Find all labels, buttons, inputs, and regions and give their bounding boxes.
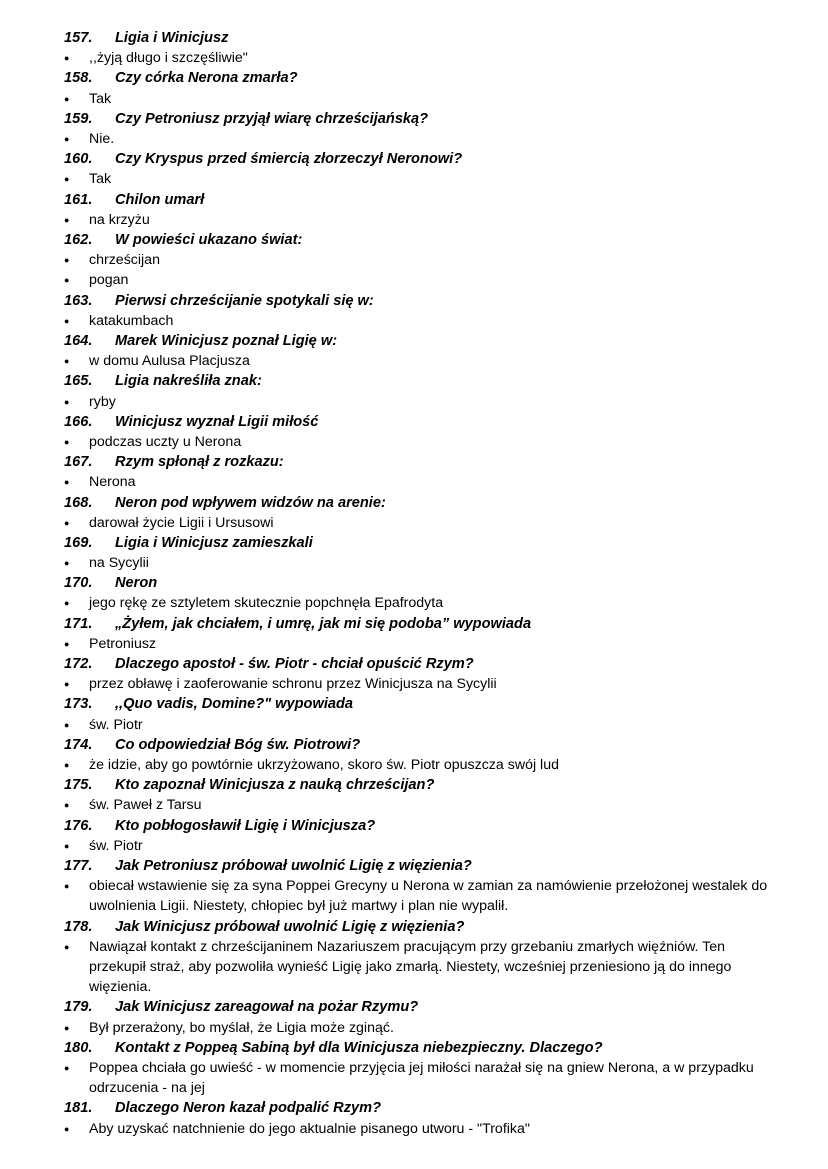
qa-item [64,28,784,68]
qa-item [64,614,784,654]
answer-bullet: ● Poppea chciała go uwieść - w momencie przyjęcia jej miłości narażał się na gniew Nerona, a w przypadku odrzucenia - na jej [64,1058,784,1098]
question-number: 166. [64,413,93,430]
question-text: Dlaczego apostoł - św. Piotr - chciał opuścić Rzym? [115,656,474,673]
qa-item [64,1098,784,1138]
question-line [64,917,784,937]
question-number: 181. [64,1100,93,1117]
answer-bullet: ● chrześcijan [64,250,784,270]
question-number: 159. [64,110,93,127]
answer-bullet: ● jego rękę ze sztyletem skutecznie popchnęła Epafrodyta [64,593,784,613]
answer-bullet: ● że idzie, aby go powtórnie ukrzyżowano, skoro św. Piotr opuszcza swój lud [64,755,784,775]
question-number: 174. [64,736,93,753]
question-line [64,775,784,795]
answer-bullet: ● Nie. [64,129,784,149]
question-number: 168. [64,494,93,511]
answer-bullet: ● ryby [64,392,784,412]
answer-bullet: ● obiecał wstawienie się za syna Poppei Grecyny u Nerona w zamian za namówienie przełożonej westalek do uwolnienia Ligii. Niestety, chłopiec był już martwy i plan nie wypalił. [64,876,784,916]
qa-item [64,331,784,371]
question-line [64,533,784,553]
question-line [64,190,784,210]
answer-bullet: ● w domu Aulusa Placjusza [64,351,784,371]
qa-item [64,997,784,1037]
qa-item [64,917,784,998]
question-number: 172. [64,656,93,673]
question-number: 170. [64,575,93,592]
qa-item [64,775,784,815]
question-number: 169. [64,534,93,551]
answer-bullet: ● darował życie Ligii i Ursusowi [64,513,784,533]
question-line [64,694,784,714]
question-text: Czy Kryspus przed śmiercią złorzeczył Neronowi? [115,151,463,168]
answer-bullet: ● przez obławę i zaoferowanie schronu przez Winicjusza na Sycylii [64,674,784,694]
question-number: 177. [64,858,93,875]
question-line [64,452,784,472]
answer-bullet: ● Aby uzyskać natchnienie do jego aktualnie pisanego utworu - "Trofika" [64,1119,784,1139]
question-number: 160. [64,151,93,168]
question-number: 171. [64,615,93,632]
qa-item [64,856,784,917]
qa-item [64,149,784,189]
qa-item [64,816,784,856]
answer-bullet: ● Nerona [64,472,784,492]
question-line [64,573,784,593]
question-line [64,1038,784,1058]
question-text: Jak Petroniusz próbował uwolnić Ligię z więzienia? [115,858,472,875]
question-text: Rzym spłonął z rozkazu: [115,454,284,471]
question-text: Dlaczego Neron kazał podpalić Rzym? [115,1100,381,1117]
question-text: Czy córka Nerona zmarła? [115,70,298,87]
question-number: 175. [64,777,93,794]
qa-item [64,694,784,734]
question-text: „Żyłem, jak chciałem, i umrę, jak mi się podoba” wypowiada [115,615,532,632]
question-number: 157. [64,30,93,46]
question-line [64,149,784,169]
answer-bullet: ● ,,żyją długo i szczęśliwie" [64,48,784,68]
answer-bullet: ● Był przerażony, bo myślał, że Ligia może zginąć. [64,1018,784,1038]
answer-bullet: ● pogan [64,270,784,290]
qa-item [64,230,784,291]
question-text: ,,Quo vadis, Domine?" wypowiada [115,696,354,713]
question-line [64,614,784,634]
qa-item [64,735,784,775]
answer-bullet: ● na Sycylii [64,553,784,573]
question-number: 173. [64,696,93,713]
question-line [64,856,784,876]
question-number: 164. [64,332,93,349]
question-text: Neron pod wpływem widzów na arenie: [115,494,386,511]
answer-bullet: ● katakumbach [64,311,784,331]
question-text: Ligia i Winicjusz [115,30,229,46]
question-number: 161. [64,191,93,208]
question-text: Ligia i Winicjusz zamieszkali [115,534,313,551]
question-text: Jak Winicjusz próbował uwolnić Ligię z więzienia? [115,918,465,935]
question-number: 163. [64,292,93,309]
answer-bullet: ● podczas uczty u Nerona [64,432,784,452]
question-line [64,331,784,351]
question-text: Chilon umarł [115,191,205,208]
question-number: 162. [64,231,93,248]
answer-bullet: ● na krzyżu [64,210,784,230]
question-text: Kto pobłogosławił Ligię i Winicjusza? [115,817,376,834]
qa-item [64,452,784,492]
question-line [64,28,784,48]
answer-bullet: ● Nawiązał kontakt z chrześcijaninem Nazariuszem pracującym przy grzebaniu zmarłych więźniów. Ten przekupił straż, aby pozwoliła wynieść Ligię jako zmarłą. Niestety, wcześniej przeniesiono ją do innego więzienia. [64,937,784,998]
qa-item [64,573,784,613]
question-text: Jak Winicjusz zareagował na pożar Rzymu? [115,999,419,1016]
question-number: 165. [64,373,93,390]
qa-item [64,371,784,411]
qa-item [64,291,784,331]
question-line [64,997,784,1017]
question-number: 180. [64,1039,93,1056]
question-text: Ligia nakreśliła znak: [115,373,262,390]
question-text: Czy Petroniusz przyjął wiarę chrześcijańską? [115,110,429,127]
question-line [64,493,784,513]
question-line [64,109,784,129]
answer-bullet: ● św. Paweł z Tarsu [64,795,784,815]
qa-item [64,533,784,573]
question-line [64,735,784,755]
question-number: 167. [64,454,93,471]
question-line [64,371,784,391]
question-text: Kto zapoznał Winicjusza z nauką chrześcijan? [115,777,435,794]
question-number: 158. [64,70,93,87]
answer-bullet: ● Tak [64,89,784,109]
question-text: Pierwsi chrześcijanie spotykali się w: [115,292,374,309]
question-number: 178. [64,918,93,935]
question-number: 176. [64,817,93,834]
answer-bullet: ● Petroniusz [64,634,784,654]
question-line [64,816,784,836]
question-text: Kontakt z Poppeą Sabiną był dla Winicjusza niebezpieczny. Dlaczego? [115,1039,603,1056]
question-text: W powieści ukazano świat: [115,231,303,248]
question-line [64,291,784,311]
question-text: Co odpowiedział Bóg św. Piotrowi? [115,736,361,753]
question-number: 179. [64,999,93,1016]
question-text: Winicjusz wyznał Ligii miłość [115,413,319,430]
answer-bullet: ● św. Piotr [64,836,784,856]
question-text: Marek Winicjusz poznał Ligię w: [115,332,338,349]
answer-bullet: ● św. Piotr [64,715,784,735]
question-line [64,1098,784,1118]
qa-item [64,412,784,452]
question-line [64,412,784,432]
qa-item [64,109,784,149]
qa-item [64,493,784,533]
qa-item [64,654,784,694]
qa-item [64,68,784,108]
document-body [64,28,784,1139]
qa-item [64,190,784,230]
question-line [64,654,784,674]
question-line [64,68,784,88]
answer-bullet: ● Tak [64,169,784,189]
question-text: Neron [115,575,158,592]
question-line [64,230,784,250]
qa-item [64,1038,784,1099]
